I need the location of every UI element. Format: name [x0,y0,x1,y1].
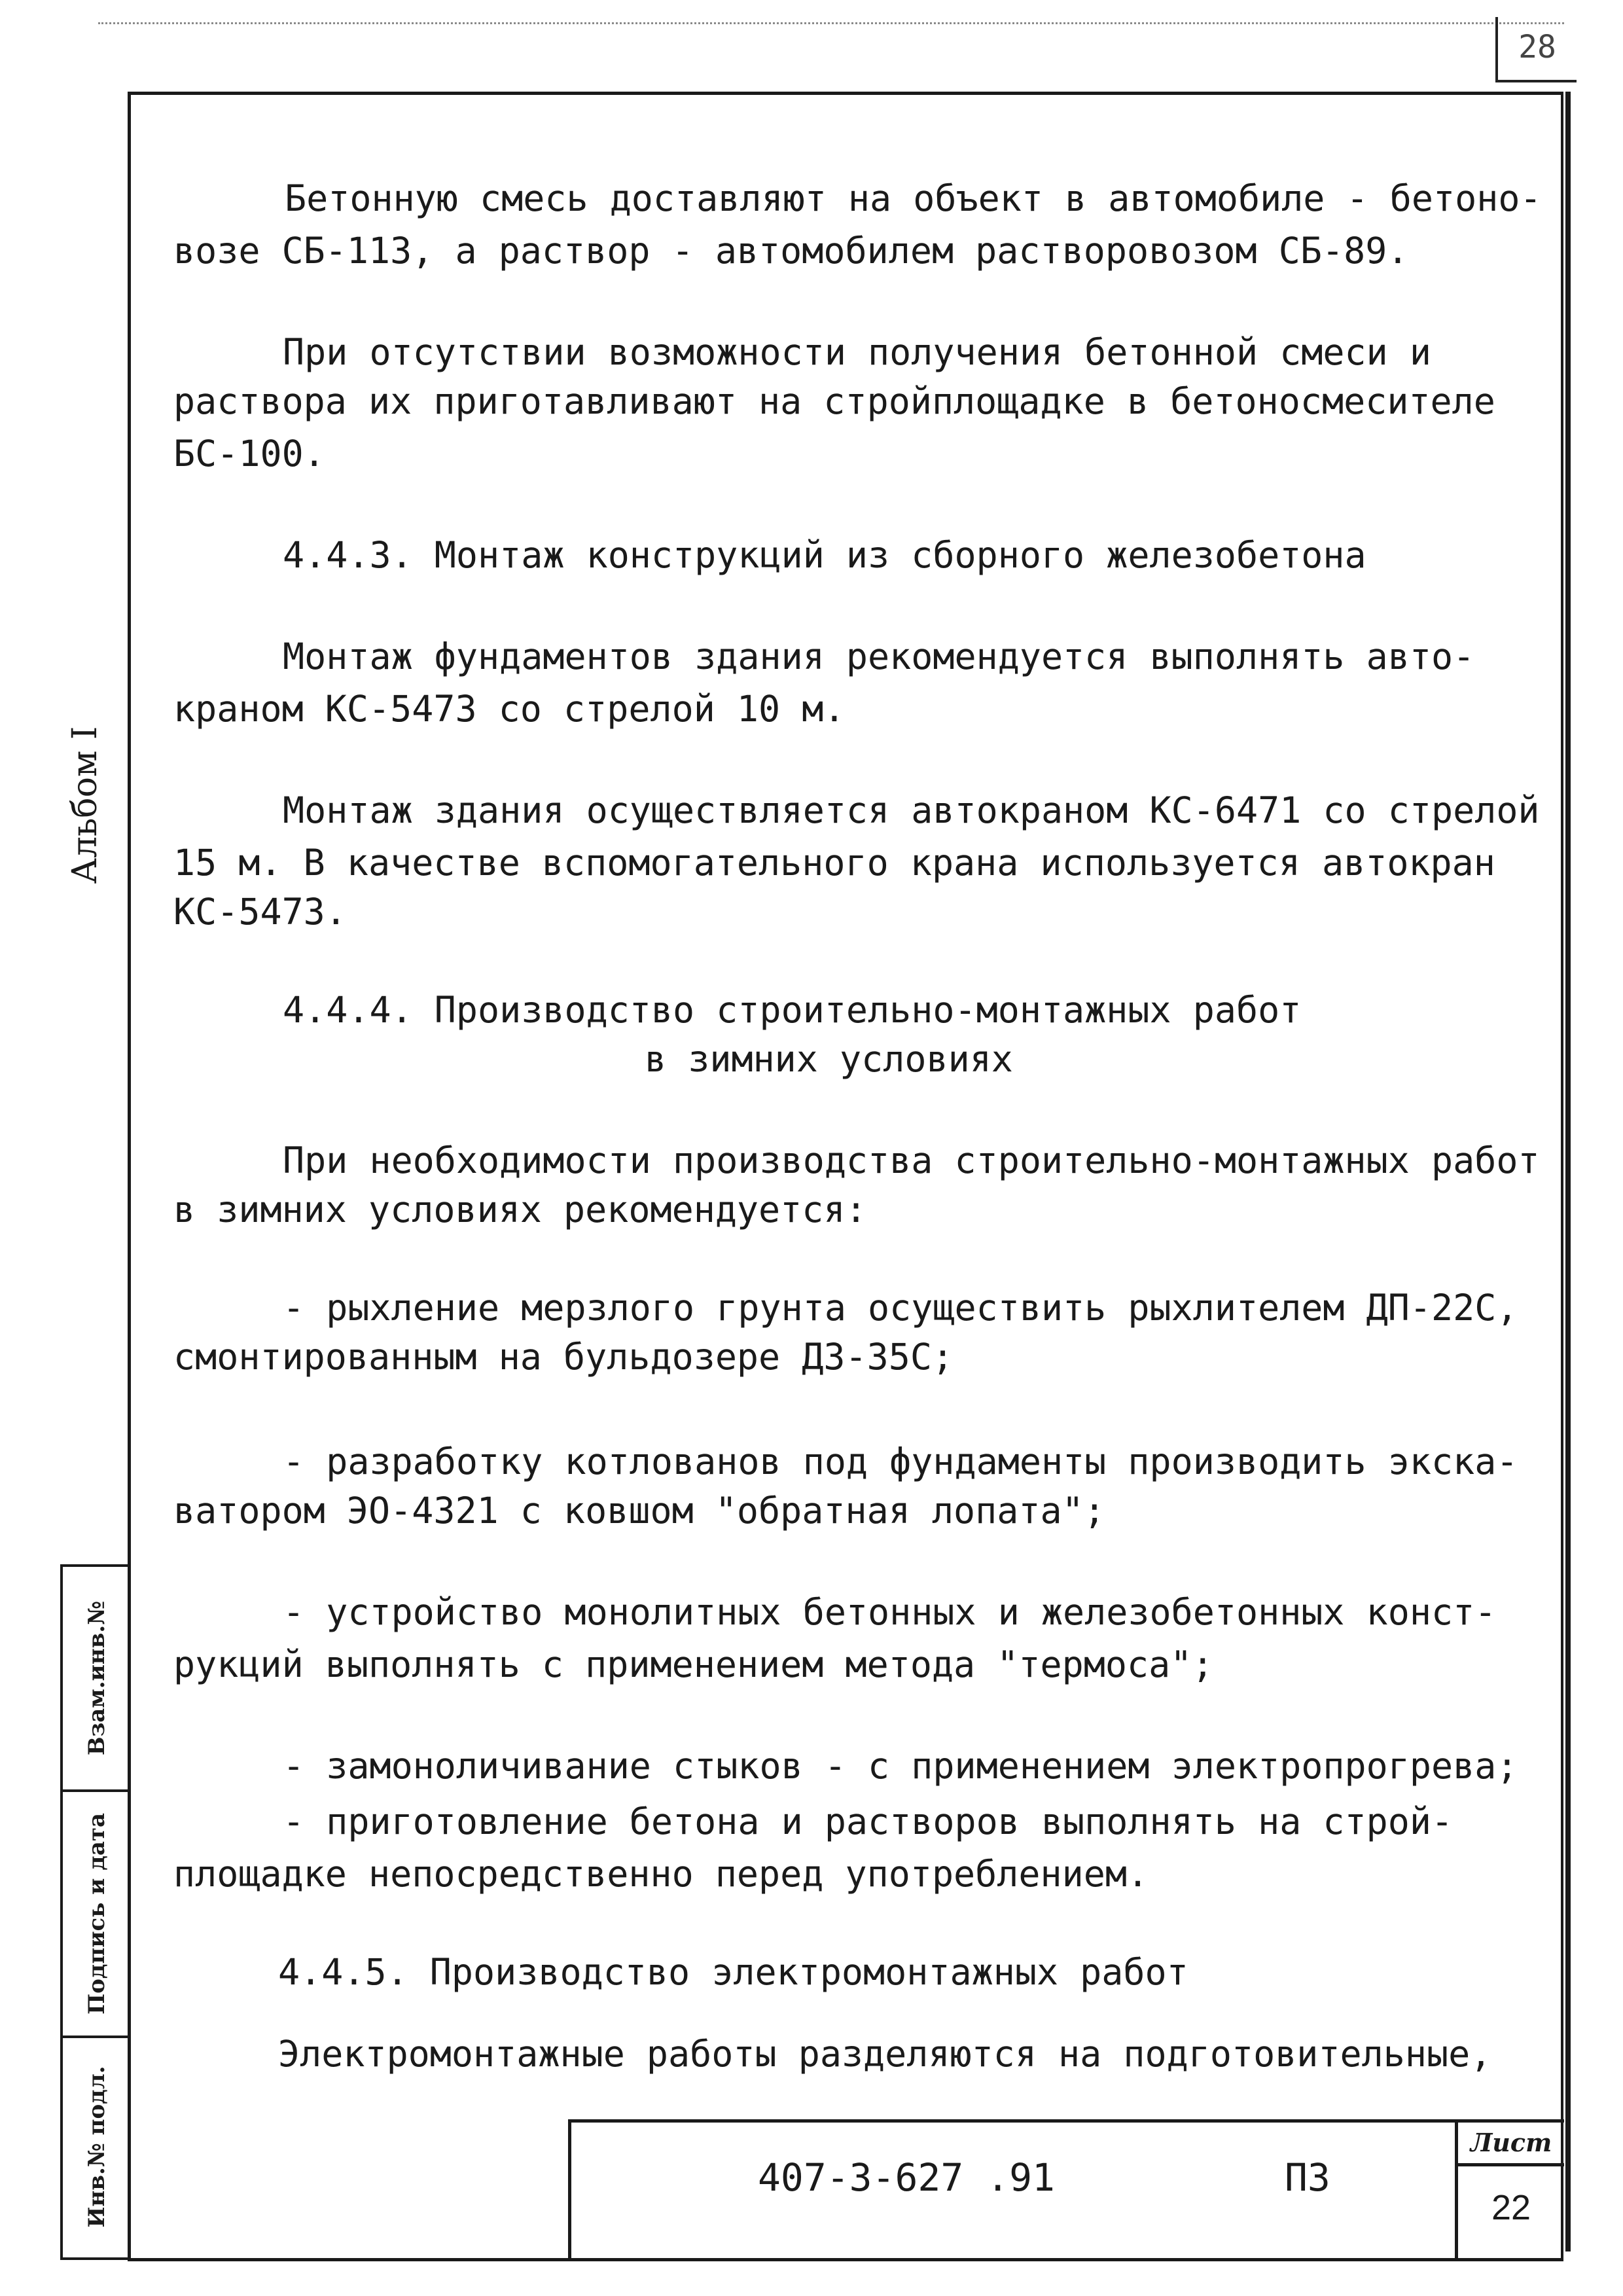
title-block [568,2119,1564,2258]
text-line: При необходимости производства строительно-монтажных работ [283,1139,1540,1181]
sheet-number: 22 [1491,2188,1531,2227]
text-line: БС-100. [173,433,325,475]
text-line: ватором ЭО-4321 с ковшом "обратная лопата"; [173,1490,1105,1532]
text-line: площадке непосредственно перед употреблением. [173,1853,1149,1895]
stamp-replacement-label: Взам.инв.№ [83,1600,110,1756]
text-line: Монтаж фундаментов здания рекомендуется выполнять авто- [283,636,1475,677]
stamp-cell-replacement [63,1567,130,1792]
text-line: 15 м. В качестве вспомогательного крана используется автокран [173,842,1495,884]
text-line: раствора их приготавливают на стройплощадке в бетоносмесителе [173,380,1495,422]
text-line: рукций выполнять с применением метода "термоса"; [173,1643,1214,1685]
top-dotted-rule [98,22,1564,24]
corner-page-number: 28 [1495,17,1577,82]
stamp-cell-signature [63,1792,130,2038]
text-line: в зимних условиях рекомендуется: [173,1189,867,1230]
text-line: краном КС-5473 со стрелой 10 м. [173,688,846,730]
stamp-original-label: Инв.№ подл. [83,2065,110,2228]
text-line: Монтаж здания осуществляется автокраном КС-6471 со стрелой [283,789,1540,831]
text-line: возе СБ-113, а раствор - автомобилем растворовозом СБ-89. [173,230,1409,272]
document-kind: ПЗ [1285,2155,1330,2200]
section-heading: 4.4.3. Монтаж конструкций из сборного железобетона [283,534,1366,576]
text-line: Электромонтажные работы разделяются на подготовительные, [278,2033,1492,2075]
text-line: КС-5473. [173,891,347,933]
document-code: 407-3-627 .91 [758,2155,1055,2200]
sheet-column [1455,2123,1564,2258]
list-item: - разработку котлованов под фундаменты производить экска- [283,1441,1518,1482]
text-line: Бетонную смесь доставляют на объект в автомобиле - бетоно- [285,177,1542,219]
side-stamp [60,1564,130,2260]
stamp-cell-original [63,2038,130,2255]
album-label [39,668,131,942]
section-heading: 4.4.4. Производство строительно-монтажных работ [283,989,1302,1031]
text-line: смонтированным на бульдозере ДЗ-35С; [173,1336,954,1378]
album-label-text: Альбом I [65,726,105,884]
list-item: - устройство монолитных бетонных и железобетонных конст- [283,1591,1497,1633]
section-heading: 4.4.5. Производство электромонтажных работ [278,1951,1188,1993]
list-item: - замоноличивание стыков - с применением электропрогрева; [283,1745,1518,1787]
text-line: При отсутствии возможности получения бетонной смеси и [283,331,1431,373]
sheet-label: Лист [1458,2123,1564,2166]
list-item: - рыхление мерзлого грунта осуществить рыхлителем ДП-22С, [283,1287,1518,1329]
frame-right-rule [1565,92,1571,2251]
list-item: - приготовление бетона и растворов выполнять на строй- [283,1801,1454,1842]
stamp-signature-label: Подпись и дата [83,1812,110,2015]
section-heading: в зимних условиях [645,1038,1013,1080]
